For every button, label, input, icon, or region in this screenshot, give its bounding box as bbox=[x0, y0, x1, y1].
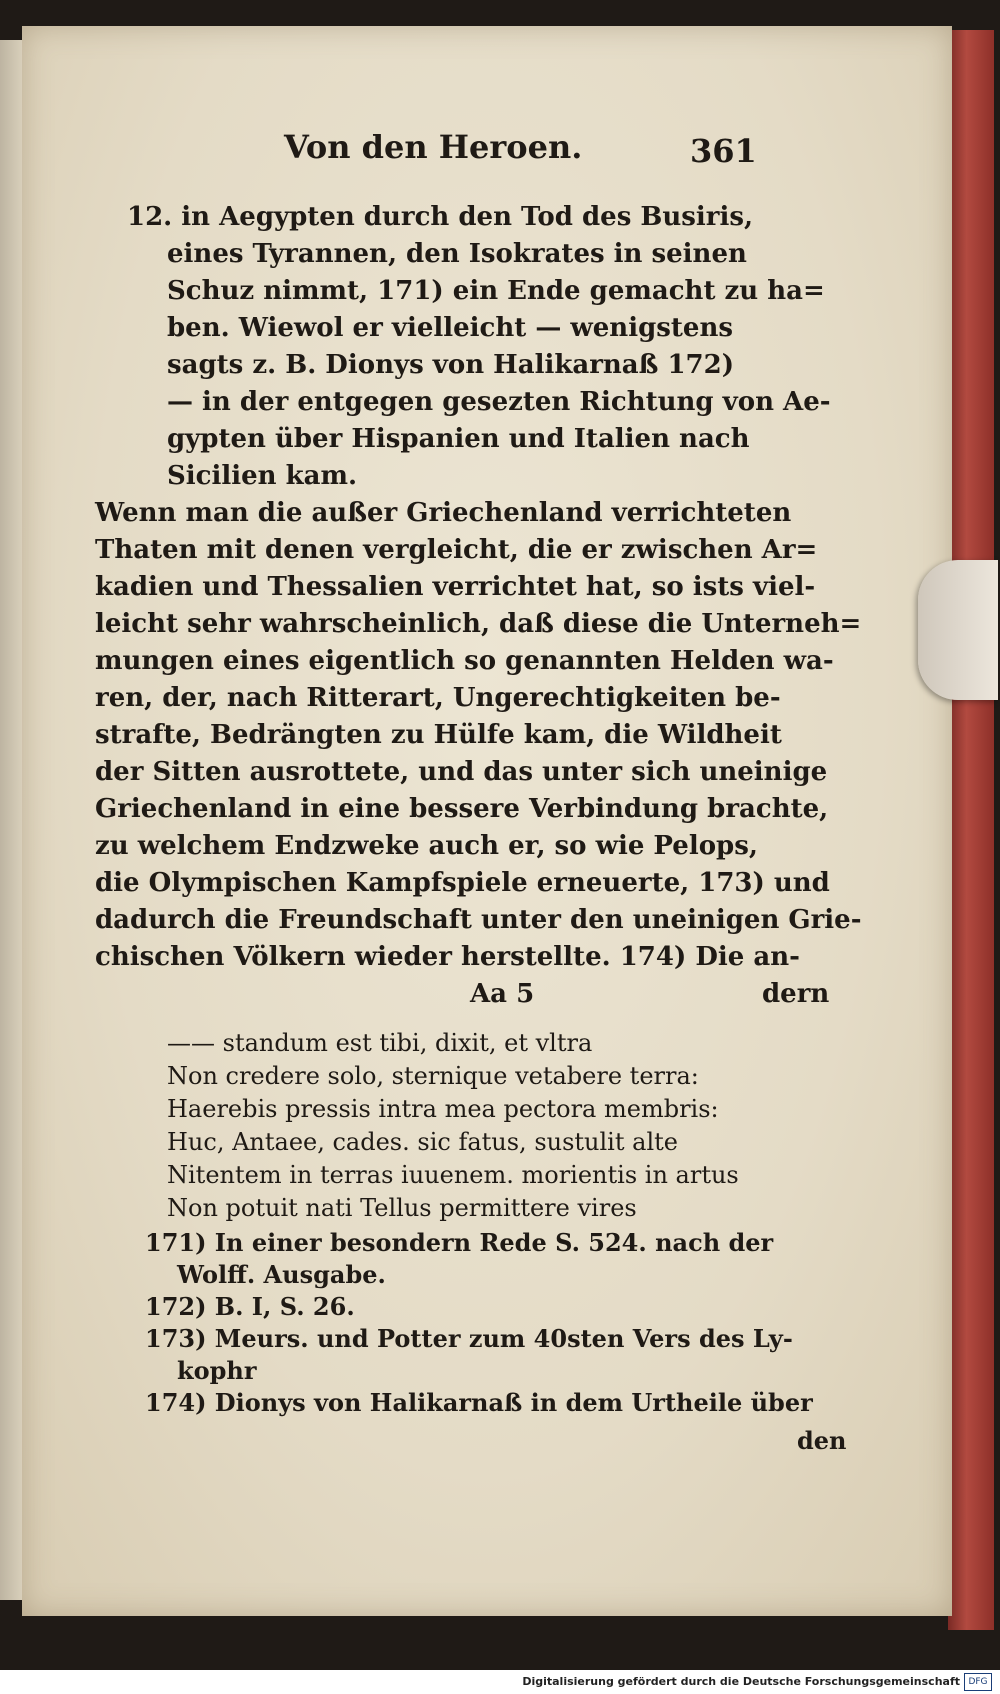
text-line: mungen eines eigentlich so genannten Helden wa- bbox=[95, 646, 834, 676]
text-line: kadien und Thessalien verrichtet hat, so ists viel- bbox=[95, 572, 816, 602]
text-line: Schuz nimmt, 171) ein Ende gemacht zu ha= bbox=[167, 276, 825, 306]
text-line: ren, der, nach Ritterart, Ungerechtigkeiten be- bbox=[95, 683, 781, 713]
footnote-line: 172) B. I, S. 26. bbox=[145, 1292, 355, 1321]
text-line: sagts z. B. Dionys von Halikarnaß 172) bbox=[167, 350, 735, 380]
book-page bbox=[22, 26, 952, 1616]
funding-credit: Digitalisierung gefördert durch die Deutsche Forschungsgemeinschaft bbox=[522, 1675, 960, 1688]
text-line: 12. in Aegypten durch den Tod des Busiris, bbox=[127, 202, 754, 232]
text-line: gypten über Hispanien und Italien nach bbox=[167, 424, 750, 454]
text-line: dadurch die Freundschaft unter den uneinigen Grie- bbox=[95, 905, 862, 935]
page-clip-tab bbox=[918, 560, 998, 700]
footnote-line: Wolff. Ausgabe. bbox=[177, 1260, 386, 1289]
text-line: chischen Völkern wieder herstellte. 174) Die an- bbox=[95, 942, 800, 972]
signature-mark: Aa 5 bbox=[470, 979, 535, 1009]
footnote-line: 171) In einer besondern Rede S. 524. nach der bbox=[145, 1228, 774, 1257]
text-line: die Olympischen Kampfspiele erneuerte, 173) und bbox=[95, 868, 830, 898]
text-line: Griechenland in eine bessere Verbindung brachte, bbox=[95, 794, 829, 824]
latin-verse: Non potuit nati Tellus permittere vires bbox=[167, 1194, 637, 1222]
text-line: strafte, Bedrängten zu Hülfe kam, die Wildheit bbox=[95, 720, 782, 750]
catchword: dern bbox=[762, 979, 830, 1009]
text-line: Sicilien kam. bbox=[167, 461, 358, 491]
latin-verse: Non credere solo, sternique vetabere terra: bbox=[167, 1062, 699, 1090]
latin-verse: —— standum est tibi, dixit, et vltra bbox=[167, 1029, 593, 1057]
page-number: 361 bbox=[690, 132, 757, 170]
running-title: Von den Heroen. bbox=[284, 128, 583, 166]
text-line: leicht sehr wahrscheinlich, daß diese die Unterneh= bbox=[95, 609, 862, 639]
text-line: zu welchem Endzweke auch er, so wie Pelops, bbox=[95, 831, 758, 861]
latin-verse: Huc, Antaee, cades. sic fatus, sustulit alte bbox=[167, 1128, 678, 1156]
footnote-line: 173) Meurs. und Potter zum 40sten Vers des Ly- bbox=[145, 1324, 793, 1353]
text-line: eines Tyrannen, den Isokrates in seinen bbox=[167, 239, 747, 269]
latin-verse: Nitentem in terras iuuenem. morientis in artus bbox=[167, 1161, 739, 1189]
text-line: der Sitten ausrottete, und das unter sich uneinige bbox=[95, 757, 828, 787]
text-line: Wenn man die außer Griechenland verrichteten bbox=[95, 498, 792, 528]
latin-verse: Haerebis pressis intra mea pectora membris: bbox=[167, 1095, 719, 1123]
footnote-line: 174) Dionys von Halikarnaß in dem Urtheile über bbox=[145, 1388, 813, 1417]
footer-bar bbox=[0, 1670, 1000, 1694]
text-line: Thaten mit denen vergleicht, die er zwischen Ar= bbox=[95, 535, 818, 565]
footnote-line: kophr bbox=[177, 1356, 257, 1385]
text-line: ben. Wiewol er vielleicht — wenigstens bbox=[167, 313, 733, 343]
text-line: — in der entgegen gesezten Richtung von Ae- bbox=[167, 387, 831, 417]
dfg-logo-icon: DFG bbox=[964, 1673, 992, 1691]
book-page-edges bbox=[948, 30, 994, 1630]
footnote-catchword: den bbox=[797, 1426, 847, 1455]
